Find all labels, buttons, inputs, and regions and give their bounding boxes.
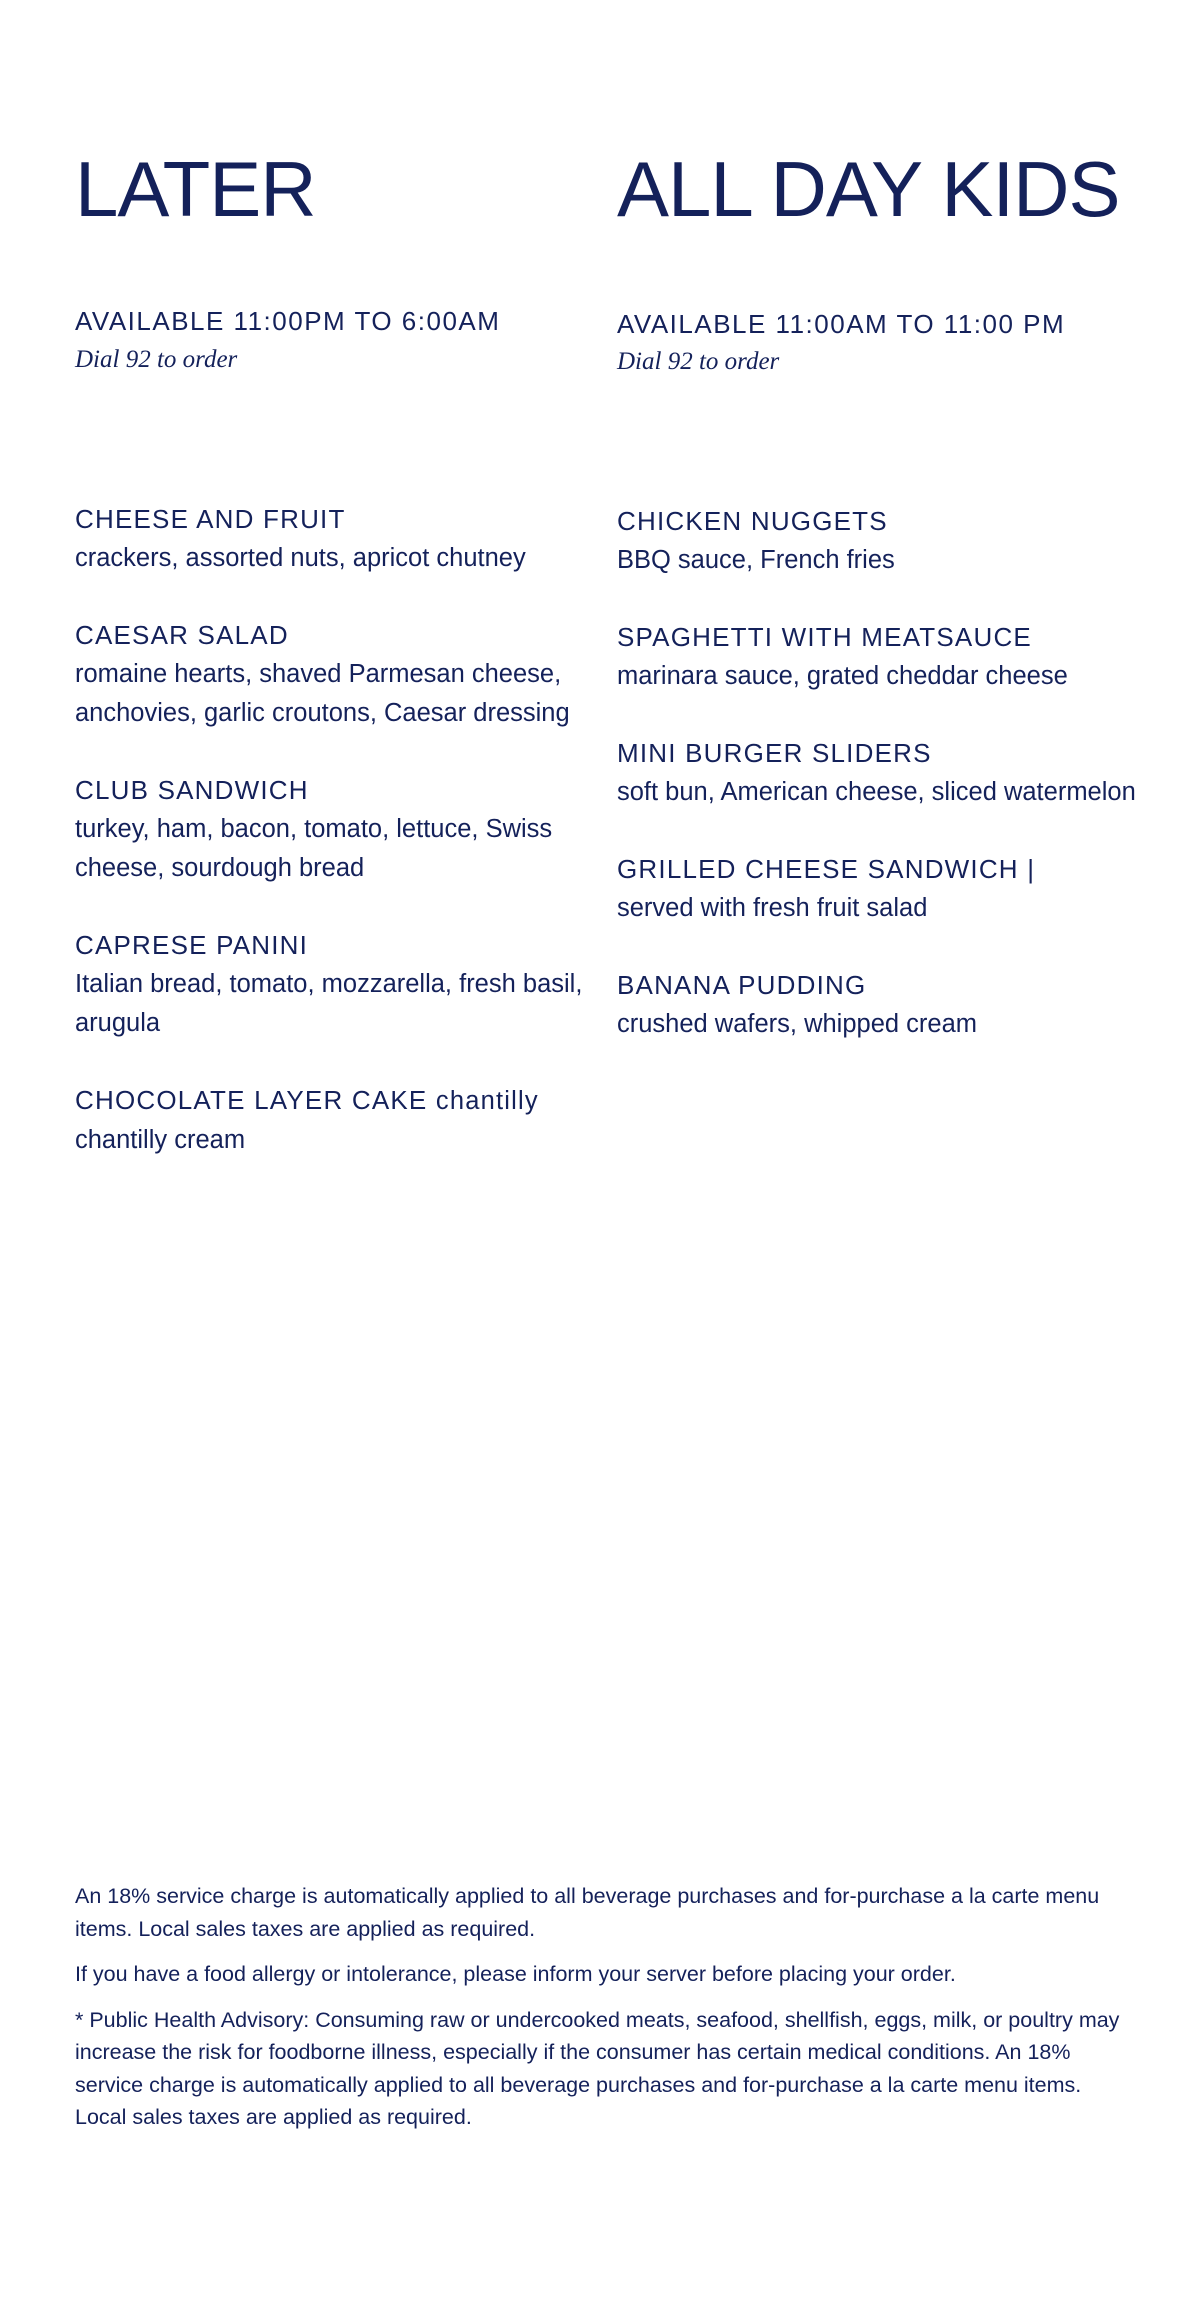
menu-item-name: BANANA PUDDING (617, 970, 867, 1000)
menu-item-description: served with fresh fruit salad (617, 894, 928, 922)
kids-availability: AVAILABLE 11:00AM TO 11:00 PM (617, 309, 1066, 339)
allergy-note: If you have a food allergy or intolerance, please inform your server before placing your order. (75, 1962, 956, 1986)
menu-item-description: BBQ sauce, French fries (617, 546, 895, 574)
menu-item-name-line (75, 1081, 595, 1121)
menu-item-name: CHOCOLATE LAYER CAKE (75, 1085, 428, 1115)
menu-item-description: crackers, assorted nuts, apricot chutney (75, 544, 526, 572)
menu-item-description: soft bun, American cheese, sliced watermelon (617, 778, 1136, 806)
kids-dial-instruction: Dial 92 to order (617, 348, 780, 375)
menu-item-description: romaine hearts, shaved Parmesan cheese, anchovies, garlic croutons, Caesar dressing (75, 660, 570, 727)
menu-item-description: turkey, ham, bacon, tomato, lettuce, Swiss cheese, sourdough bread (75, 815, 553, 882)
kids-item-list (617, 502, 1137, 1082)
health-advisory-note: * Public Health Advisory: Consuming raw or undercooked meats, seafood, shellfish, eggs, milk, or poultry may increase the risk for foodborne illness, especially if the consumer has certain medical conditions. An 18% service charge is automatically applied to all beverage purchases and for-purchase a la carte menu items. Local sales taxes are applied as required. (75, 2007, 1120, 2129)
later-dial-instruction: Dial 92 to order (75, 346, 238, 373)
menu-item-description: Italian bread, tomato, mozzarella, fresh basil, arugula (75, 970, 583, 1037)
menu-item (75, 1081, 595, 1160)
menu-item (75, 616, 595, 733)
later-item-list (75, 500, 595, 1198)
later-availability: AVAILABLE 11:00PM TO 6:00AM (75, 306, 501, 336)
menu-item (617, 966, 1137, 1044)
menu-item (617, 618, 1137, 696)
menu-item-name: CAPRESE PANINI (75, 930, 309, 960)
menu-item (617, 734, 1137, 812)
later-title: LATER (75, 145, 316, 233)
menu-item-description: marinara sauce, grated cheddar cheese (617, 662, 1068, 690)
menu-item-description: crushed wafers, whipped cream (617, 1010, 978, 1038)
service-charge-note: An 18% service charge is automatically applied to all beverage purchases and for-purchase a la carte menu items. Local sales taxes are applied as required. (75, 1884, 1100, 1941)
menu-item (617, 502, 1137, 580)
menu-item-name-suffix: chantilly (435, 1087, 539, 1115)
menu-item (617, 850, 1137, 928)
menu-item (75, 771, 595, 888)
menu-item-name: CAESAR SALAD (75, 620, 289, 650)
menu-item-name: CLUB SANDWICH (75, 775, 309, 805)
menu-item-name: CHICKEN NUGGETS (617, 506, 888, 536)
menu-footer (75, 1880, 1135, 2147)
kids-title: ALL DAY KIDS (617, 145, 1120, 233)
menu-item (75, 500, 595, 578)
menu-item-name: MINI BURGER SLIDERS (617, 738, 932, 768)
menu-item-name: SPAGHETTI WITH MEATSAUCE (617, 622, 1032, 652)
menu-item (75, 926, 595, 1043)
menu-item-name: GRILLED CHEESE SANDWICH | (617, 854, 1036, 884)
menu-item-name: CHEESE AND FRUIT (75, 504, 346, 534)
menu-item-description: chantilly cream (75, 1126, 246, 1154)
